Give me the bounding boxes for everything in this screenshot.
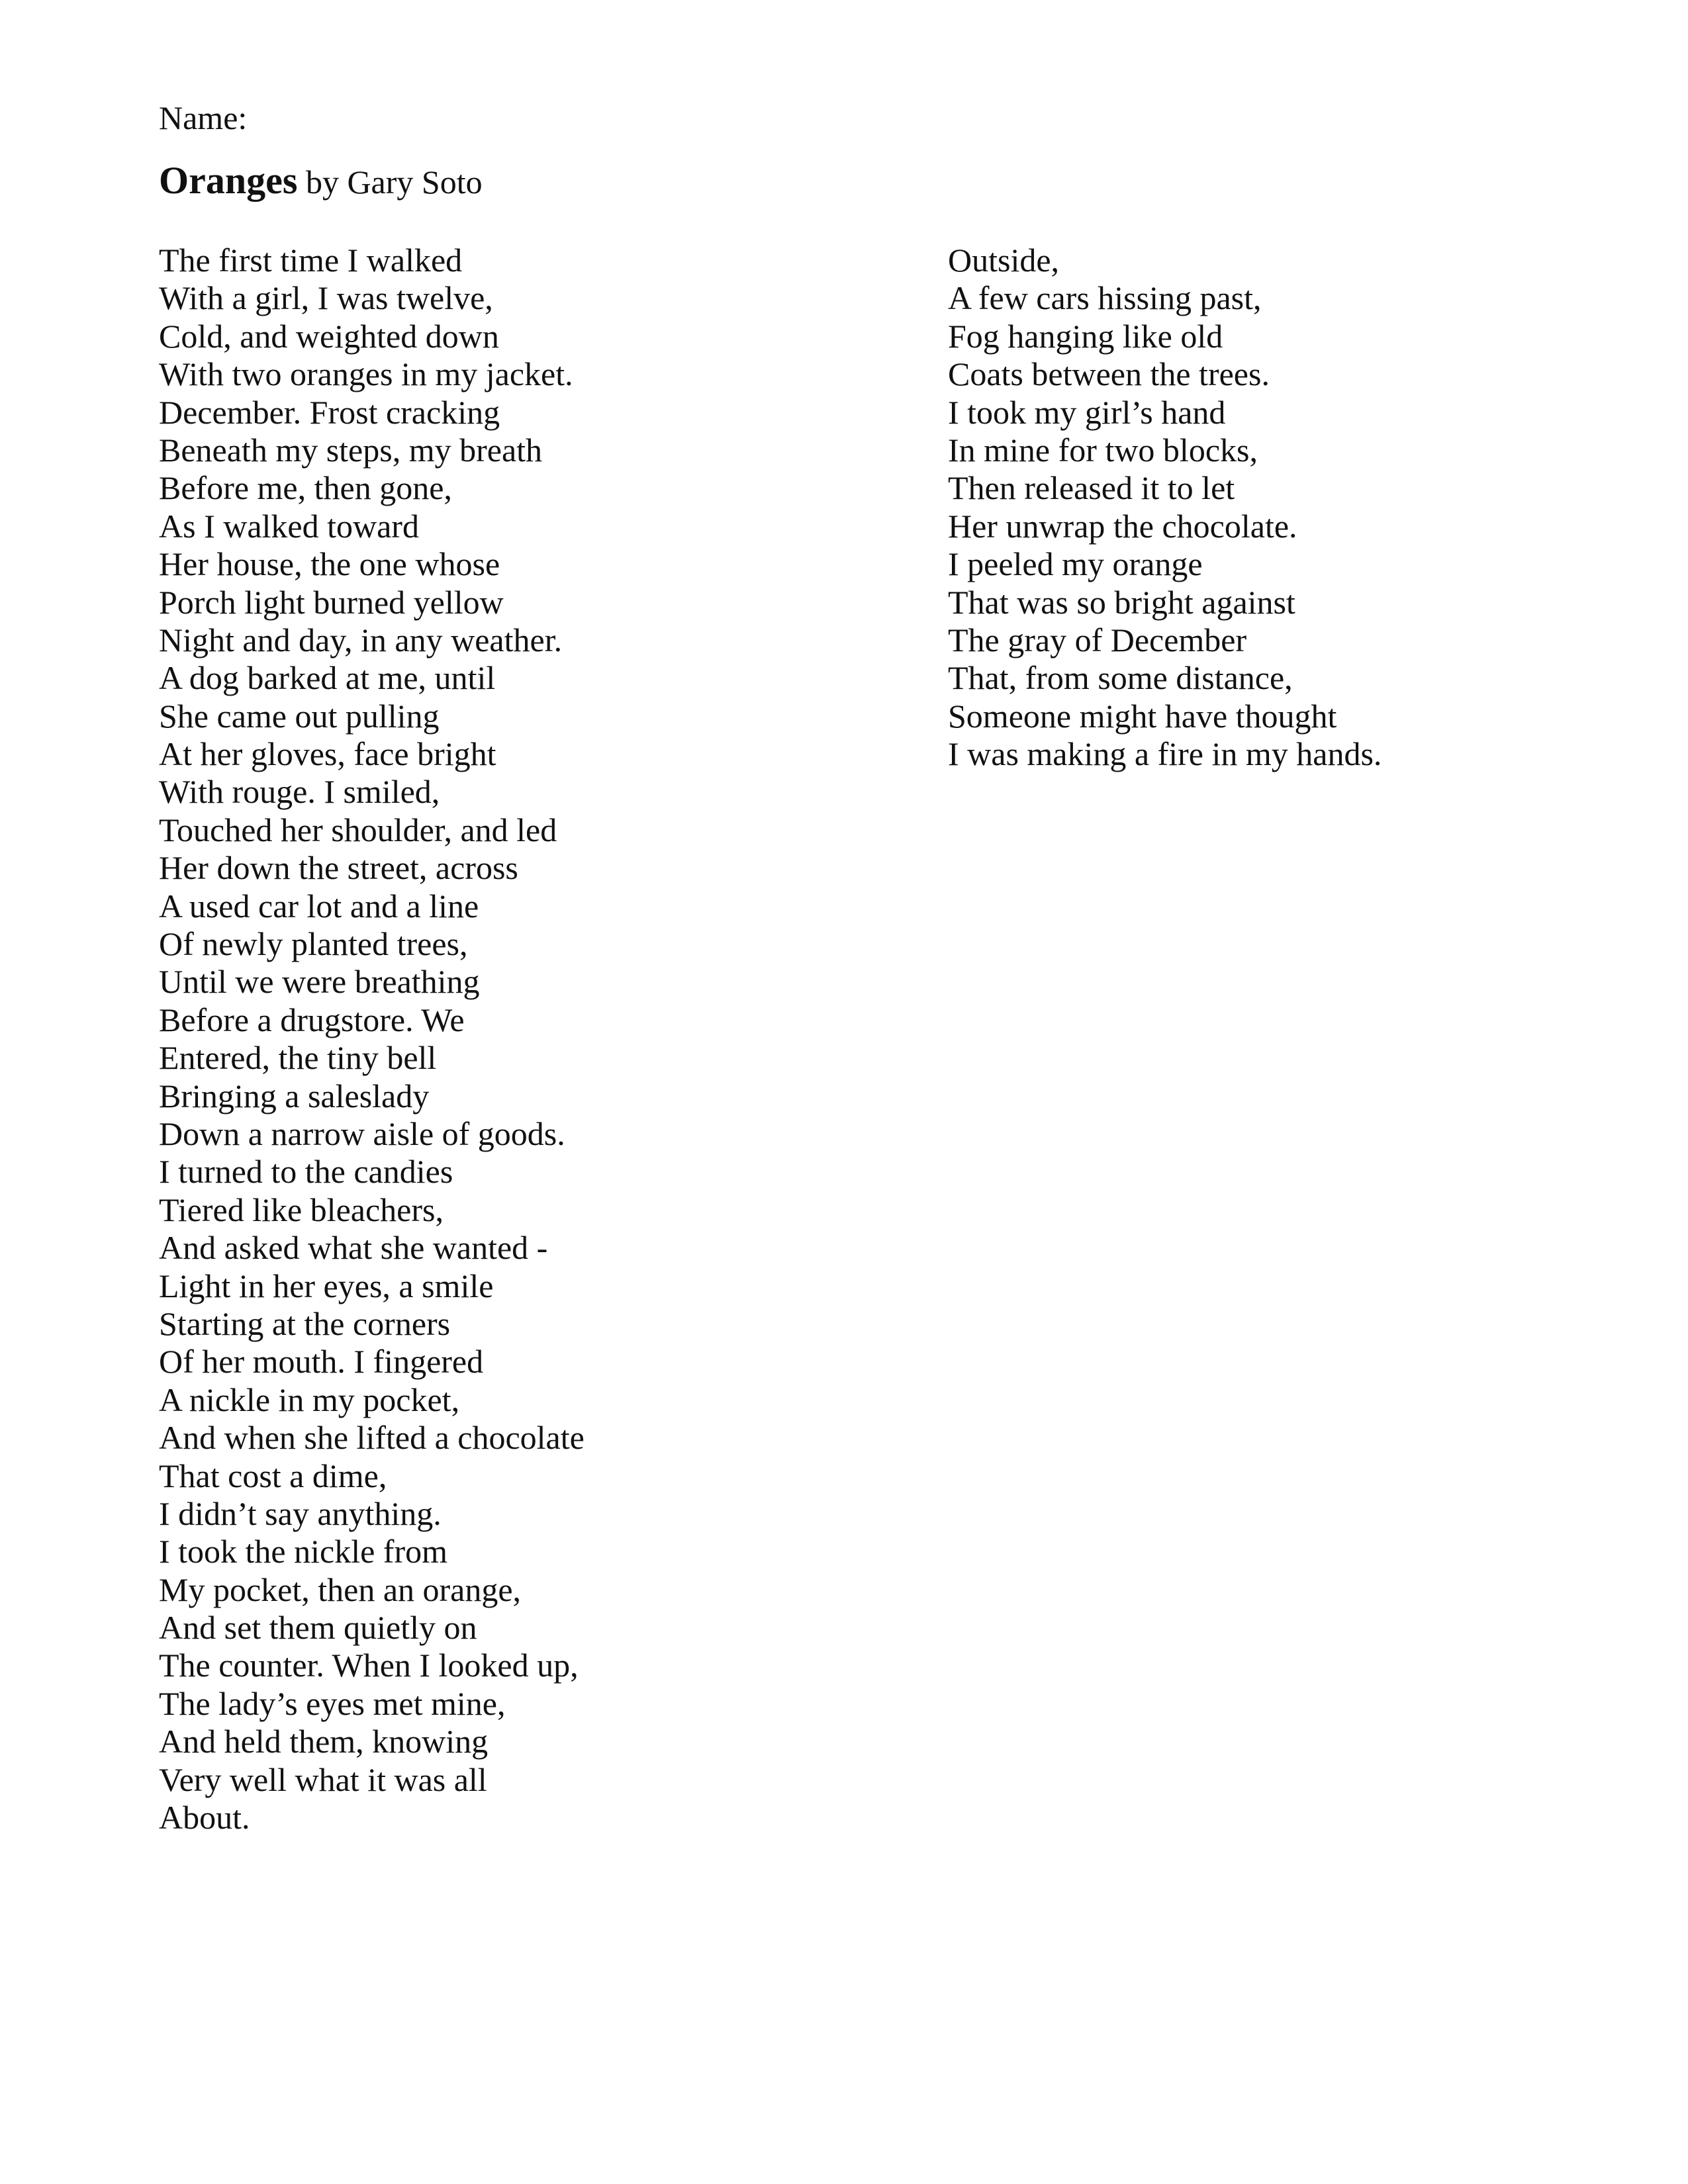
- poem-line: Bringing a saleslady: [159, 1077, 430, 1115]
- poem-line: December. Frost cracking: [159, 393, 500, 431]
- poem-line: The counter. When I looked up,: [159, 1647, 579, 1684]
- poem-line: Before me, then gone,: [159, 469, 452, 507]
- poem-line: At her gloves, face bright: [159, 735, 496, 773]
- poem-title: Oranges: [159, 159, 298, 202]
- poem-line: Her unwrap the chocolate.: [948, 507, 1297, 545]
- poem-line: Light in her eyes, a smile: [159, 1267, 494, 1304]
- poem-line: Fog hanging like old: [948, 317, 1223, 355]
- poem-line: The first time I walked: [159, 242, 463, 279]
- poem-line: My pocket, then an orange,: [159, 1570, 522, 1608]
- name-label: Name:: [159, 99, 248, 136]
- poem-line: Entered, the tiny bell: [159, 1039, 437, 1077]
- poem-line: Of newly planted trees,: [159, 925, 468, 963]
- poem-line: Beneath my steps, my breath: [159, 431, 543, 469]
- poem-line: Outside,: [948, 242, 1060, 279]
- poem-column-right: [948, 242, 1643, 773]
- poem-line: With rouge. I smiled,: [159, 773, 440, 811]
- poem-line: Cold, and weighted down: [159, 317, 499, 355]
- poem-line: Someone might have thought: [948, 697, 1337, 735]
- poem-line: A used car lot and a line: [159, 887, 479, 925]
- poem-line: Tiered like bleachers,: [159, 1191, 444, 1228]
- poem-byline: by Gary Soto: [297, 163, 483, 201]
- poem-line: Very well what it was all: [159, 1760, 487, 1798]
- poem-line: The lady’s eyes met mine,: [159, 1684, 506, 1722]
- poem-line: I turned to the candies: [159, 1153, 453, 1191]
- poem-line: About.: [159, 1799, 250, 1837]
- poem-line: Her down the street, across: [159, 849, 518, 887]
- poem-line: Down a narrow aisle of goods.: [159, 1115, 565, 1152]
- poem-line: Of her mouth. I fingered: [159, 1343, 484, 1381]
- poem-line: Night and day, in any weather.: [159, 621, 563, 659]
- poem-line: And held them, knowing: [159, 1723, 489, 1760]
- poem-line: A nickle in my pocket,: [159, 1381, 460, 1418]
- poem-line: Porch light burned yellow: [159, 583, 504, 621]
- poem-line: I peeled my orange: [948, 545, 1203, 583]
- poem-line: Then released it to let: [948, 469, 1235, 507]
- poem-line: And when she lifted a chocolate: [159, 1419, 585, 1457]
- poem-line: I took my girl’s hand: [948, 393, 1226, 431]
- poem-line: I didn’t say anything.: [159, 1494, 442, 1532]
- poem-line: Coats between the trees.: [948, 355, 1270, 393]
- poem-line: And set them quietly on: [159, 1609, 477, 1647]
- poem-line: That, from some distance,: [948, 659, 1293, 697]
- poem-line: And asked what she wanted -: [159, 1229, 548, 1267]
- poem-line: With two oranges in my jacket.: [159, 355, 573, 393]
- poem-line: Starting at the corners: [159, 1304, 451, 1342]
- poem-heading: [159, 159, 483, 204]
- poem-line: That was so bright against: [948, 583, 1295, 621]
- poem-line: With a girl, I was twelve,: [159, 279, 493, 317]
- poem-line: Before a drugstore. We: [159, 1001, 465, 1038]
- poem-line: The gray of December: [948, 621, 1247, 659]
- poem-line: A dog barked at me, until: [159, 659, 496, 697]
- poem-line: Until we were breathing: [159, 963, 480, 1001]
- poem-line: Her house, the one whose: [159, 545, 500, 583]
- poem-line: That cost a dime,: [159, 1457, 387, 1494]
- poem-line: I was making a fire in my hands.: [948, 735, 1382, 773]
- poem-line: Touched her shoulder, and led: [159, 811, 557, 848]
- poem-line: She came out pulling: [159, 697, 440, 735]
- poem-line: A few cars hissing past,: [948, 279, 1262, 317]
- poem-line: As I walked toward: [159, 507, 419, 545]
- poem-line: In mine for two blocks,: [948, 431, 1258, 469]
- poem-column-left: [159, 242, 920, 1837]
- poem-line: I took the nickle from: [159, 1533, 447, 1570]
